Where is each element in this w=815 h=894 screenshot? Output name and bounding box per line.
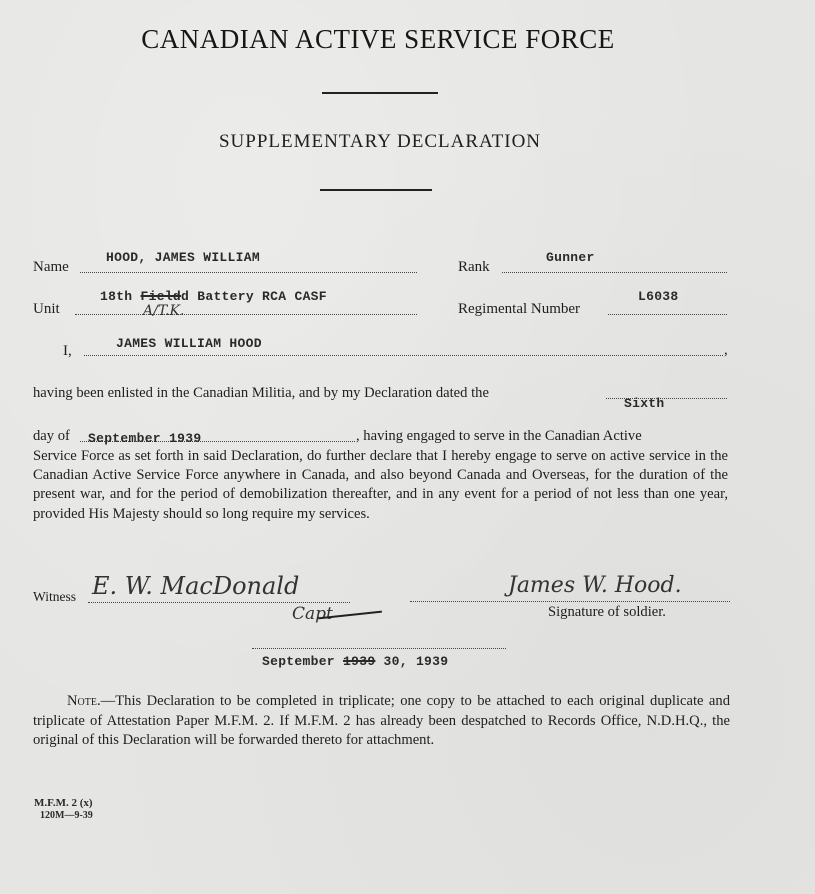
name-label: Name bbox=[33, 259, 69, 275]
soldier-signature: James W. Hood. bbox=[508, 573, 682, 598]
date-line bbox=[252, 648, 506, 649]
soldier-signature-line bbox=[410, 601, 730, 602]
unit-handwritten-correction: A/T.K. bbox=[143, 303, 185, 319]
unit-value-struck: Field bbox=[140, 289, 182, 304]
date-month: September bbox=[262, 654, 335, 669]
rank-label: Rank bbox=[458, 259, 490, 275]
date-value bbox=[262, 654, 448, 669]
rank-value: Gunner bbox=[546, 250, 595, 265]
form-code-line-2: 120M—9-39 bbox=[40, 810, 93, 821]
unit-label: Unit bbox=[33, 301, 60, 317]
subtitle-divider bbox=[320, 189, 432, 191]
document-subtitle: SUPPLEMENTARY DECLARATION bbox=[218, 131, 542, 152]
name-value: HOOD, JAMES WILLIAM bbox=[106, 250, 260, 265]
day-value: Sixth bbox=[624, 396, 665, 411]
regimental-number-label: Regimental Number bbox=[458, 301, 581, 317]
regimental-number-value: L6038 bbox=[638, 289, 679, 304]
declarant-value: JAMES WILLIAM HOOD bbox=[116, 336, 262, 351]
unit-line bbox=[75, 314, 417, 315]
unit-value bbox=[100, 289, 327, 304]
declaration-line-2-rest: , having engaged to serve in the Canadian Active bbox=[356, 428, 642, 444]
note-text: —This Declaration to be completed in triplicate; one copy to be attached to each original duplicate and triplicate of Attestation Paper M.F.M. 2. If M.F.M. 2 has already been despatched to Records Office, N.D.H.Q., the original of this Declaration will be forwarded thereto for attachment. bbox=[33, 693, 730, 748]
soldier-signature-label: Signature of soldier. bbox=[548, 604, 666, 620]
unit-value-suffix: Battery RCA CASF bbox=[197, 289, 327, 304]
witness-rank: Capt bbox=[292, 604, 333, 624]
rank-line bbox=[502, 272, 727, 273]
declarant-trailing-comma: , bbox=[724, 342, 728, 358]
declaration-line-1: having been enlisted in the Canadian Militia, and by my Declaration dated the bbox=[33, 385, 489, 401]
unit-value-struck-tail: d bbox=[181, 289, 190, 304]
note-paragraph bbox=[33, 692, 730, 751]
unit-value-prefix: 18th bbox=[100, 289, 133, 304]
declarant-line bbox=[84, 355, 723, 356]
witness-signature: E. W. MacDonald bbox=[92, 572, 300, 600]
note-label: Note. bbox=[67, 693, 101, 709]
date-rest: 30, 1939 bbox=[383, 654, 449, 669]
month-year-value: September 1939 bbox=[88, 431, 202, 446]
declarant-label: I, bbox=[63, 343, 72, 359]
declaration-body: Service Force as set forth in said Declaration, do further declare that I hereby engage to serve on active service in the Canadian Active Service Force anywhere in Canada, and also beyond Canada and Overseas, for the duration of the present war, and for the period of demobilization thereafter, and in any event for a period of not less than one year, provided His Majesty should so long require my services. bbox=[33, 448, 728, 522]
name-line bbox=[80, 272, 417, 273]
regimental-number-line bbox=[608, 314, 727, 315]
day-of-label: day of bbox=[33, 428, 70, 444]
form-code-line-1: M.F.M. 2 (x) bbox=[34, 797, 93, 809]
witness-line bbox=[88, 602, 350, 603]
title-divider bbox=[322, 92, 438, 94]
document-title: CANADIAN ACTIVE SERVICE FORCE bbox=[141, 24, 615, 54]
witness-label: Witness bbox=[33, 589, 76, 604]
date-struck: 1939 bbox=[343, 654, 376, 669]
